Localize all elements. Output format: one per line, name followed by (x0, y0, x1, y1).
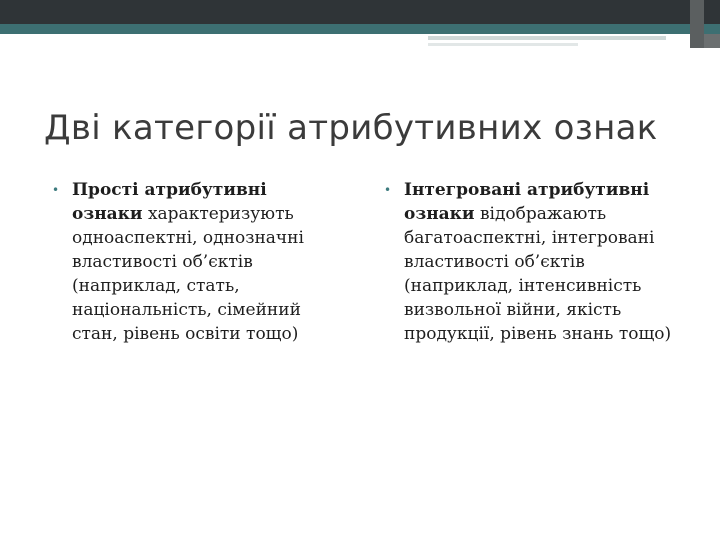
corner-block-right (704, 34, 720, 48)
left-column (52, 178, 342, 346)
left-description: характеризують одноаспектні, однозначні властивості об’єктів (наприклад, стать, національність, сімейний стан, рівень освіти тощо) (72, 204, 304, 344)
top-teal-band (0, 24, 690, 34)
right-description: відображають багатоаспектні, інтегровані властивості об’єктів (наприклад, інтенсивність визвольної війни, якість продукції, рівень знань тощо) (404, 204, 672, 344)
right-bold-term: Інтегровані атрибутивні ознаки (404, 180, 650, 224)
right-column (384, 178, 684, 346)
top-teal-band-right (704, 24, 720, 34)
corner-block (690, 0, 704, 48)
left-bold-term: Прості атрибутивні ознаки (72, 180, 267, 224)
left-bullet-text (72, 178, 342, 346)
decorative-stripe (428, 36, 666, 40)
decorative-stripe-secondary (428, 43, 578, 46)
slide-title: Дві категорії атрибутивних ознак (44, 108, 658, 148)
bullet-icon: • (384, 183, 392, 197)
bullet-icon: • (52, 183, 60, 197)
top-dark-band (0, 0, 720, 24)
right-bullet-text (404, 178, 684, 346)
